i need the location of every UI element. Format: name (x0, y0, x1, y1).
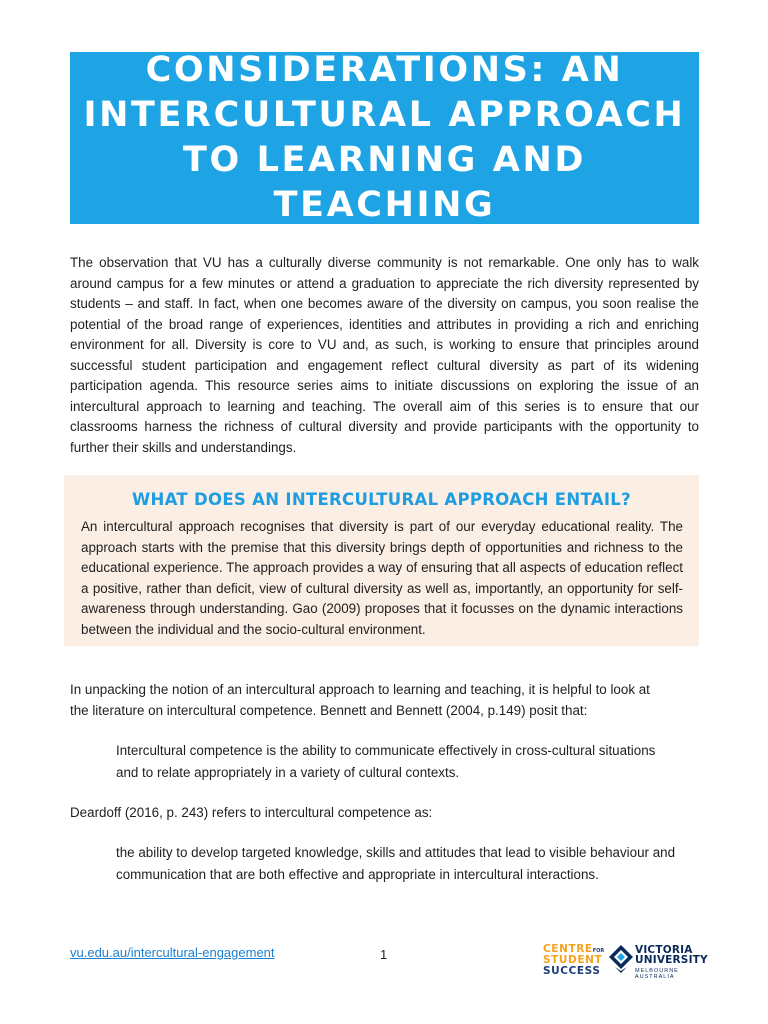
logo-student-text: STUDENT (543, 954, 603, 966)
title-line-2: INTERCULTURAL APPROACH (83, 95, 686, 135)
unpacking-paragraph: In unpacking the notion of an intercultural approach to learning and teaching, it is helpful to look at the literature on intercultural competence. Bennett and Bennett (2004, p.149) posit that: (70, 682, 650, 718)
bennett-quote: Intercultural competence is the ability to communicate effectively in cross-cultural situations and to relate appropriately in a variety of cultural contexts. (116, 743, 656, 780)
footer-link[interactable]: vu.edu.au/intercultural-engagement (70, 945, 275, 960)
page-number: 1 (380, 947, 388, 962)
callout-heading: WHAT DOES AN INTERCULTURAL APPROACH ENTAIL? (132, 490, 631, 509)
logo-melbourne-text: MELBOURNE AUSTRALIA (635, 968, 679, 980)
logo-success-text: SUCCESS (543, 965, 601, 977)
intro-paragraph: The observation that VU has a culturally diverse community is not remarkable. One only has to walk around campus for a few minutes or attend a graduation to appreciate the rich diversity represented by students – and staff. In fact, when one becomes aware of the diversity on campus, you soon realise the potential of the broad range of experiences, identities and attributes in providing a rich and enriching environment for all. Diversity is core to VU and, as such, is working to ensure that principles around successful student participation and engagement reflect cultural diversity as part of its widening participation agenda. This resource series aims to initiate discussions on exploring the issue of an intercultural approach to learning and teaching. The overall aim of this series is to ensure that our classrooms harness the richness of cultural diversity and provide participants with the opportunity to further their skills and understandings. (70, 255, 699, 455)
logo-victoria-text: VICTORIA (635, 944, 693, 956)
title-line-1: CONSIDERATIONS: AN (145, 50, 624, 90)
title-banner (70, 52, 699, 224)
centre-for-student-success-logo (543, 944, 609, 980)
logo-centre-text: CENTRE (543, 943, 593, 955)
deardorff-quote: the ability to develop targeted knowledge, skills and attitudes that lead to visible behaviour and communication that are both effective and appropriate in intercultural interactions. (116, 845, 676, 882)
victoria-university-logo (609, 944, 708, 980)
deardorff-paragraph: Deardoff (2016, p. 243) refers to intercultural competence as: (70, 805, 433, 820)
callout-body: An intercultural approach recognises that diversity is part of our everyday educational reality. The approach starts with the premise that this diversity brings depth of opportunities and richness to the educational experience. The approach provides a way of ensuring that all aspects of education reflect a positive, rather than deficit, view of cultural diversity as well as, importantly, an opportunity for self-awareness through understanding. Gao (2009) proposes that it focusses on the dynamic interactions between the individual and the socio-cultural environment. (81, 519, 683, 637)
callout-box (64, 475, 699, 646)
vu-emblem-icon (609, 945, 633, 975)
title-line-3: TO LEARNING AND TEACHING (182, 140, 586, 225)
logo-for-text: FOR (592, 948, 605, 954)
page-title (70, 48, 699, 228)
logo-university-text: UNIVERSITY (635, 954, 708, 966)
